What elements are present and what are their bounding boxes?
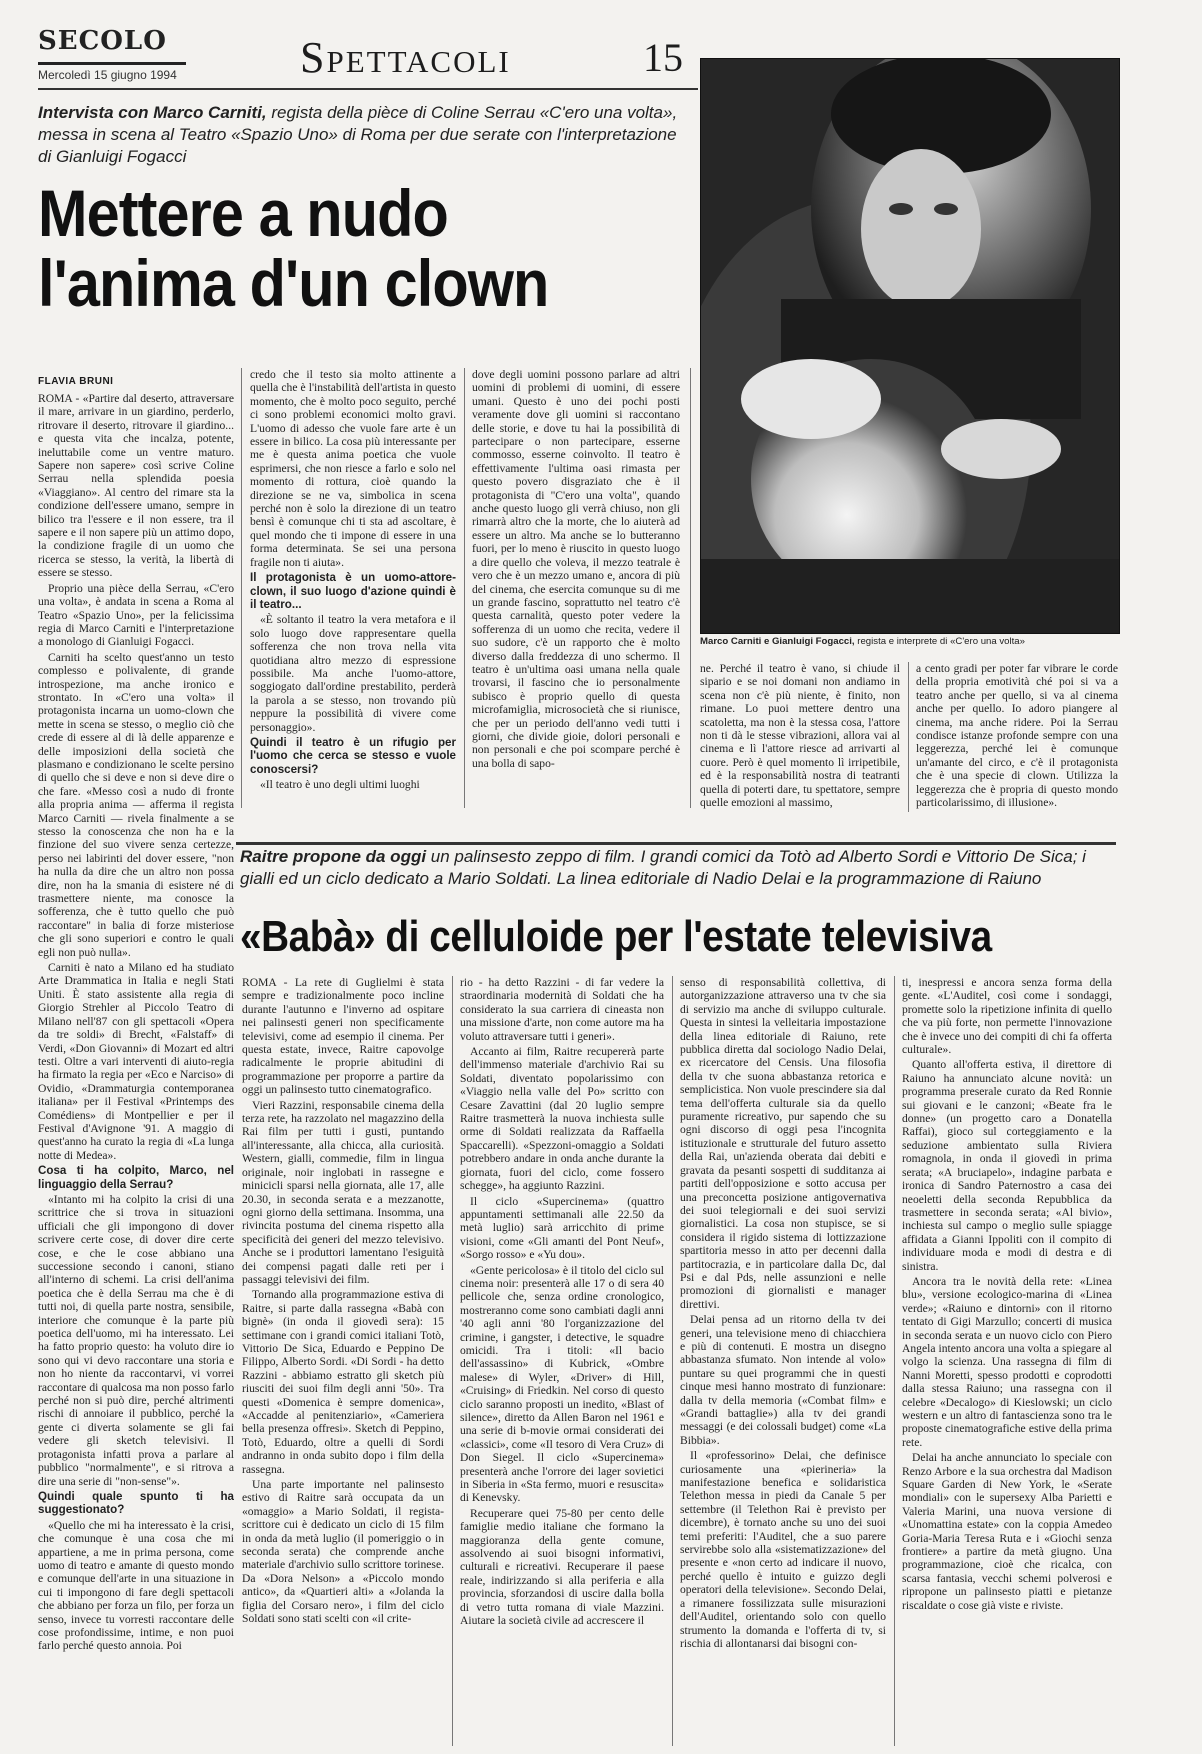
- article1-column-3: [472, 368, 680, 808]
- column-rule: [672, 976, 673, 1746]
- paragraph: Delai pensa ad un ritorno della tv dei generi, una televisione meno di chiacchiera e più di contenuti. E mostra un disegno abbastanza sfumato. Non intende al volo» puntare su quei programmi che in questi cinque mesi hanno mostrato di funzionare: dalla tv della memoria («Combat film» e «Grandi battaglie») alla tv dei grandi messaggi (e dei colossali budget) come «La Bibbia».: [680, 1313, 886, 1447]
- page-number: 15: [643, 35, 683, 80]
- article1-column-5: [916, 662, 1118, 812]
- article2-column-3: [680, 976, 886, 1752]
- article2-column-2: [460, 976, 664, 1752]
- newspaper-logo: SECOLO: [38, 26, 167, 56]
- article2-column-1: [242, 976, 444, 1752]
- paragraph: Il ciclo «Supercinema» (quattro appuntamenti settimanali alle 22.50 da metà luglio) sarà arricchito di prime visioni, come «Gli amanti del Pont Neuf», «Sorgo rosso» e «Yu dou».: [460, 1194, 664, 1262]
- article1-column-1: [38, 392, 234, 1752]
- caption-text: regista e interprete di «C'ero una volta»: [854, 636, 1025, 647]
- paragraph: ROMA - La rete di Guglielmi è stata sempre e tradizionalmente poco incline durante l'autunno e l'inverno ad ospitare nei palinsesti generi non specificamente televisivi, come ad esempio il cinema. Per questa estate, invece, Raitre capovolge radicalmente le proprie abitudini di programmazione per proporre a partire da oggi un palinsesto tutto cinematografico.: [242, 976, 444, 1097]
- article1-byline: FLAVIA BRUNI: [38, 376, 114, 387]
- article1-kicker: [38, 102, 678, 168]
- interview-question: Il protagonista è un uomo-attore-clown, il suo luogo d'azione quindi è il teatro...: [250, 571, 456, 611]
- article1-column-4: [700, 662, 900, 812]
- article2-column-4: [902, 976, 1112, 1752]
- paragraph: Ancora tra le novità della rete: «Linea blu», versione ecologico-marina di «Linea verde»; «Raiuno e dintorni» con il ritorno tentato di Gigi Marzullo; concerti di musica in seconda serata e un nuovo ciclo con Piero Angela intento ancora una volta a spiegare al volgo la scienza. Una rassegna di film di Nanni Moretti, spesso prodotti e coprodotti dalla stessa Raiuno; una rassegna con il celebre «Decalogo» di Kieslowski; un ciclo western e un altro di fantascienza sono tra le proposte cinematografiche estive della prima rete.: [902, 1274, 1112, 1449]
- paragraph: ti, inespressi e ancora senza forma della gente. «L'Auditel, così come i sondaggi, promette solo la ripetizione infinita di quello che va più forte, non permette l'innovazione che è invece uno dei compiti di chi fa offerta culturale».: [902, 976, 1112, 1057]
- paragraph: «Quello che mi ha interessato è la crisi, che comunque è una cosa che mi appartiene, a me in prima persona, come uomo di teatro e amante di questo mondo e comunque dell'arte in una situazione in cui ti impongono di fare degli spettacoli che abbiano per forza un filo, per forza un senso, invece tu vorresti raccontare delle cose profondissime, intime, e non puoi farlo perché questo annoia. Poi: [38, 1518, 234, 1653]
- article2-kicker: [240, 846, 1100, 890]
- interview-question: Cosa ti ha colpito, Marco, nel linguaggio della Serrau?: [38, 1164, 234, 1191]
- column-rule: [690, 368, 691, 808]
- paragraph: ne. Perché il teatro è vano, si chiude il sipario e se noi domani non andiamo in scena non c'è più niente, è finito, non rimane. Lo puoi mettere dentro una scatoletta, ma non è la stessa cosa, l'attore non ti dà le stesse vibrazioni, allora vai al cinema e lì l'attore riesce ad arrivarti al cuore. Però è quel momento lì irripetibile, ed è la responsabilità nostra di teatranti quella di poterti dare, tu spettatore, sempre quelle emozioni al massimo,: [700, 662, 900, 810]
- column-rule: [464, 368, 465, 808]
- article1-headline: Mettere a nudo l'anima d'un clown: [38, 176, 549, 320]
- portrait-photo: [700, 58, 1120, 634]
- photo-caption: [700, 636, 1118, 647]
- paragraph: «Intanto mi ha colpito la crisi di una scrittrice che si trova in situazioni ufficiali che gli impongono di dover scrivere certe cose, di dover dire certe cose, e che le cose abbiano una successione secondo i canoni, stiano all'interno di schemi. La crisi dell'anima poetica che è della Serrau ma che è di tutti noi, di quella parte nostra, sensibile, interiore che comunque è la parte più poetica dell'uomo, mi ha interessato. Lei ha fatto proprio questo: ha voluto dire io sono qui vi devo raccontare una storia e non ho niente da raccontarvi, vi vorrei raccontare di qualcosa ma non posso farlo perché non si può dire, perché altrimenti rischi di annoiare il pubblico, perché la gente ci diverta solamente se gli fai vedere gli sketch televisivi. Il protagonista infatti prova a parlare al pubblico "normalmente", e si ritrova a dire una serie di "non-sense"».: [38, 1192, 234, 1488]
- paragraph: dove degli uomini possono parlare ad altri uomini di problemi di uomini, di essere umani. Questo è uno dei pochi posti veramente dove gli uomini si raccontano delle storie, e dove tu hai la possibilità di partecipare o non partecipare, esserne commosso, esserne coinvolto. Il teatro è effettivamente l'ultima oasi rimasta per questo povero disgraziato che è il protagonista di "C'ero una volta", quando anche questo luogo gli verrà chiuso, non gli rimarrà altro che la morte, che lo aiuterà ad essere un altro. Ma anche se lo butteranno fuori, per lo meno è riuscito in questo luogo a dire quello che voleva, il mezzo teatrale è vero che è un mezzo umano e, ancora di più del cinema, che esercita comunque su di me un grande fascino, soprattutto nel teatro c'è questa carnalità, questo poter vedere la sofferenza di un uomo che recita, vedere il suo sudore, c'è un rapporto che è molto diverso dalla freddezza di uno schermo. Il teatro è un'ultima oasi umana nella quale trovarsi, il fascino che io personalmente subisco è proprio quello di questa microfamiglia, microsocietà che si riunisce, che per un periodo dell'anno vedi tutti i giorni, che divide gioie, dolori personali e non personali e che poi scompare perché è una bolla di sapo-: [472, 368, 680, 770]
- paragraph: ROMA - «Partire dal deserto, attraversare il mare, arrivare in un giardino, perderlo, ritrovare il deserto, ritrovare il giardino... e questa vita che incalza, potente, ineluttabile come un ventre maturo. Sapere non sapere» così scrive Coline Serrau nella splendida poesia «Viaggiano». Al centro del rimare sta la condizione dell'essere umano, sempre in bilico tra l'essere e il non essere, tra il sapere e il non sapere più un attimo dopo, la condizione fragile di un uomo che ricerca se stesso, la verità, la libertà di essere se stesso.: [38, 392, 234, 580]
- interview-question: Quindi quale spunto ti ha suggestionato?: [38, 1489, 234, 1517]
- kicker-text: regista della pièce di Coline Serrau «C'ero una volta», messa in scena al Teatro «Spazio Uno» di Roma per due serate con l'interpretazione di Gianluigi Fogacci: [38, 103, 678, 166]
- paragraph: rio - ha detto Razzini - di far vedere la straordinaria modernità di Soldati che ha considerato la sua carriera di cineasta non una missione d'arte, non come autore ma ha voluto attraversare tutti i generi».: [460, 976, 664, 1043]
- column-rule: [894, 976, 895, 1746]
- paragraph: Proprio una pièce della Serrau, «C'ero una volta», è andata in scena a Roma al Teatro «Spazio Uno», per la felicissima regia di Marco Carniti e l'interpretazione a monologo di Gianluigi Fogacci.: [38, 581, 234, 649]
- paragraph: Accanto ai film, Raitre recupererà parte dell'immenso materiale d'archivio Rai su Soldati, diventato popolarissimo con «Viaggio nella valle del Po» scritto con Cesare Zavattini (dal 20 luglio sempre Raitre trasmetterà la nuova inchiesta sulle orme di Soldati realizzata da Raffaella Spaccarelli). «Spezzoni-omaggio a Soldati potrebbero andare in onda anche durante la giornata, fuori del ciclo, come fossero schegge», ha aggiunto Razzini.: [460, 1045, 664, 1193]
- column-rule: [908, 662, 909, 812]
- portrait-photo-illustration: [701, 59, 1119, 633]
- logo-rule: [38, 62, 186, 65]
- paragraph: Il «professorino» Delai, che definisce curiosamente una «pierineria» la manifestazione benefica e solidaristica Telethon messa in piedi da Canale 5 per settembre (il Telethon Rai è previsto per dicembre), è tornato anche su uno dei suoi temi preferiti: l'Auditel, che a suo parere servirebbe solo alla «sistematizzazione» del presente e «non certo ad indicare il nuovo, perché quello è intuito e guizzo degli operatori della televisione». Secondo Delai, a rimanere fossilizzata sulle misurazioni dell'Auditel, orientando solo con quello strumento la domanda e l'offerta di tv, si rischia di allontanarsi dai bisogni con-: [680, 1449, 886, 1650]
- issue-date: Mercoledì 15 giugno 1994: [38, 68, 177, 82]
- paragraph: Quanto all'offerta estiva, il direttore di Raiuno ha annunciato alcune novità: un programma preserale curato da Red Ronnie sui giovani e le canzoni; «Beate fra le donne» (un progetto caro a Donatella Raffai), gioco sul corteggiamento e la seduzione ambientato sulla Riviera romagnola, in onda il giovedì in prima serata; «A bruciapelo», indagine parbata e ironica di Sandro Paternostro a casa dei neoeletti della seconda Repubblica da trasmettere in seconda serata; «Al bivio», inchiesta sul campo o meglio sulle spiagge affidata a Gianni Ippoliti con il compito di individuare moda e modi di destra e di sinistra.: [902, 1058, 1112, 1273]
- caption-names: Marco Carniti e Gianluigi Fogacci,: [700, 636, 855, 647]
- paragraph: «È soltanto il teatro la vera metafora e il solo luogo dove rappresentare quella sofferenza che non trova nella vita quotidiana altro mezzo di espressione possibile. Ma anche l'uomo-attore, soggiogato dall'ordine prestabilito, perderà la parola a se stesso, non trovando più neppure la possibilità di vivere come personaggio».: [250, 613, 456, 734]
- paragraph: «Il teatro è uno degli ultimi luoghi: [260, 778, 420, 792]
- paragraph: Recuperare quei 75-80 per cento delle famiglie medio italiane che formano la maggioranza della gente comune, assolvendo ai suoi bisogni informativi, culturali e ricreativi. Recuperare il paese reale, indirizzando si alla periferia e alla provincia, sforzandosi di uscire dalla bolla di vetro tutta romana di viale Mazzini. Aiutare la società civile ad accrescere il: [460, 1506, 664, 1628]
- article-divider: [236, 842, 1116, 845]
- paragraph: «Gente pericolosa» è il titolo del ciclo sul cinema noir: presenterà alle 17 o di sera 40 pellicole che, senza ordine cronologico, mostreranno come sono cambiati dagli anni '40 agli anni '80 l'organizzazione del crimine, i gangster, i detective, le squadre omicidi. Tra i titoli: «Il bacio dell'assassino» di Kubrick, «Ombre malese» di Wyler, «Driver» di Hill, «Cruising» di Friedkin. Nel corso di questo ciclo saranno proposti un inedito, «Blast of silence», diretto da Allen Baron nel 1961 e una serie di b-movie ormai considerati dei «classici», come «Il tesoro di Vera Cruz» di Don Siegel. Il ciclo «Supercinema» presenterà anche l'orrore dei lager sovietici in Siberia in «Sta fermo, muori e resuscita» di Kenevsky.: [460, 1263, 664, 1505]
- interview-question: Quindi il teatro è un rifugio per l'uomo che cerca se stesso e vuole conoscersi?: [250, 735, 456, 776]
- paragraph: Carniti è nato a Milano ed ha studiato Arte Drammatica in Italia e negli Stati Uniti. È stato assistente alla regia di Giorgio Strehler al Piccolo Teatro di Milano nell'87 con gli spettacoli «Opera da tre soldi» di Brecht, «Falstaff» di Verdi, «Don Giovanni» di Mozart ed altri testi. Oltre a vari interventi di aiuto-regia ha firmato la regia per «Eco e Narciso» di Ovidio, «Drammaturgia contemporanea italiana» per il Festival «Printemps des Comédiens» di Montpellier e per il Festival d'Avignone '91. A maggio di quest'anno ha curato la regia di «La lunga notte di Medea».: [38, 961, 234, 1162]
- paragraph: credo che il testo sia molto attinente a quella che è l'instabilità dell'artista in questo momento, che è molto poco seguito, perché ci sono problemi economici molto gravi. L'uomo di adesso che vuole fare arte è un essere in bilico. La cosa più interessante per me è questa anima poetica che vuole esprimersi, che non riesce a farlo e solo nel momento di rottura, cioè quando la direzione se ne va, simbolica in scena perché non è solo la direzione di un teatro bensì è comunque chi ti sta ad ascoltare, è quel mondo che ti impone di essere in una forma determinata. Se sei una persona fragile non ti aiuta».: [250, 368, 456, 569]
- section-title: Spettacoli: [300, 33, 511, 82]
- paragraph: Delai ha anche annunciato lo speciale con Renzo Arbore e la sua orchestra dal Madison Square Garden di New York, le «Serate mondiali» con le supersexy Alba Parietti e Valeria Marini, una nuova versione di «Unomattina estate» con la coppia Amedeo Goria-Maria Teresa Ruta e i «Giochi senza frontiere» a partire da metà giugno. Una programmazione, cioè che ricalca, con scarsa fantasia, vecchi schemi polverosi e ripropone un palinsesto piatti e pietanze riscaldate o cose già viste e riviste.: [902, 1451, 1112, 1612]
- kicker2-bold: Raitre propone da oggi: [240, 847, 427, 866]
- kicker-bold: Intervista con Marco Carniti,: [38, 103, 267, 122]
- paragraph: Carniti ha scelto quest'anno un testo complesso e polivalente, di grande introspezione, ma anche ironico e strontato. In «C'ero una volta» il protagonista incarna un uomo-clown che mette in scena se stesso, o meglio ciò che crede di essere al di là delle apparenze e delle imposizioni della società che plasmano e condizionano le scelte persino di quello che si deve e non si deve dire o che fare. «Messo così a nudo di fronte alla propria anima — afferma il regista Marco Carniti — rivela finalmente a se stesso la conoscenza che non ha e la finzione del suo vivere senza certezze, perso nei labirinti del dover essere, "non ha nulla da dire che un altro non possa dire, non ha la smania di esistere né di trasmettere niente, ma conosce la sofferenza, che è tutto quello che può raccontare" in balia di forze misteriose che gli sono superiori e contro le quali egli non può nulla».: [38, 650, 234, 959]
- paragraph: Una parte importante nel palinsesto estivo di Raitre sarà occupata da un «omaggio» a Mario Soldati, il regista-scrittore cui è dedicato un ciclo di 15 film in onda da metà luglio (il pomeriggio o in seconda serata) che comprende anche materiale d'archivio sullo scrittore torinese. Da «Dora Nelson» a «Piccolo mondo antico», da «Quartieri alti» a «Jolanda la figlia del Corsaro nero», i film del ciclo Soldati sono stati scelti con «il crite-: [242, 1478, 444, 1626]
- article2-headline: «Babà» di celluloide per l'estate televisiva: [240, 912, 992, 961]
- article1-column-2: [250, 368, 456, 808]
- paragraph: Tornando alla programmazione estiva di Raitre, si parte dalla rassegna «Babà con bignè» (in onda il giovedì sera): 15 settimane con i grandi comici italiani Totò, Vittorio De Sica, Eduardo e Peppino De Filippo, Alberto Sordi. «Di Sordi - ha detto Razzini - abbiamo estratto gli sketch più riusciti dei suoi film degli anni '50». Tra questi «Domenica è sempre domenica», «Accadde al penitenziario», «Cameriera bella presenza offresi». Sketch di Peppino, Totò, Eduardo, oltre a quelli di Sordi andranno in onda subito dopo i film della rassegna.: [242, 1288, 444, 1476]
- column-rule: [452, 976, 453, 1746]
- paragraph: Vieri Razzini, responsabile cinema della terza rete, ha razzolato nel magazzino della Rai film per tutti i gusti, puntando all'interessante, alla chicca, alla curiosità. Western, gialli, commedie, film in lingua originale, noir inglobati in rassegne e minicicli sparsi nella giornata, alle 17, alle 20.30, in seconda serata e a mezzanotte, ogni giorno della settimana. Insomma, una rivincita postuma del cinema rispetto alla specificità dei generi del mezzo televisivo. Anche se i produttori lamentano l'esiguità dei compensi pagati dalle reti per i passaggi televisivi dei film.: [242, 1098, 444, 1286]
- paragraph: senso di responsabilità collettiva, di autorganizzazione attraverso una tv che sia di servizio ma anche di sviluppo culturale. Questa in sintesi la velleitaria impostazione della linea editoriale di Raiuno, rete pubblica diretta dal sociologo Nadio Delai, ex ricercatore del Censis. Una filosofia della tv che suona abbastanza retorica e semplicistica. Non vuole prescindere sia dal tema dell'offerta culturale sia da quello puramente ricreativo, pur sapendo che su ogni discorso di oggi pesa l'incognita istituzionale e strutturale del futuro assetto della Rai, un'azienda oberata dai debiti e gravata da pesanti sospetti di sudditanza ai partiti dell'opposizione e sotto accusa per una preconcetta posizione antigovernativa dei suoi telegiornali e dei suoi servizi giornalistici. La cosa non stupisce, se si considera il rigido sistema di lottizzazione spartitoria messo in atto per decenni dalla partitocrazia, e in particolare dalla Dc, dal Psi e dal Pds, nelle assunzioni e nelle promozioni di giornalisti e manager direttivi.: [680, 976, 886, 1311]
- kicker2-text: un palinsesto zeppo di film. I grandi comici da Totò ad Alberto Sordi e Vittorio De Sica; i gialli ed un ciclo dedicato a Mario Soldati. La linea editoriale di Nadio Delai e la programmazione di Raiuno: [240, 847, 1086, 888]
- column-rule: [241, 368, 242, 808]
- paragraph: a cento gradi per poter far vibrare le corde della propria emotività ché poi si va a teatro anche per quello, si va al cinema anche per quello. Io adoro piangere al cinema, ma anche ridere. Poi la Serrau condisce istanze profonde sempre con una leggerezza, perché lei è comunque un'amante del circo, e c'è il protagonista che è una specie di clown. Utilizza la leggerezza che è propria di questo mondo particolarissimo, di illusione».: [916, 662, 1118, 810]
- masthead-rule: [38, 88, 698, 90]
